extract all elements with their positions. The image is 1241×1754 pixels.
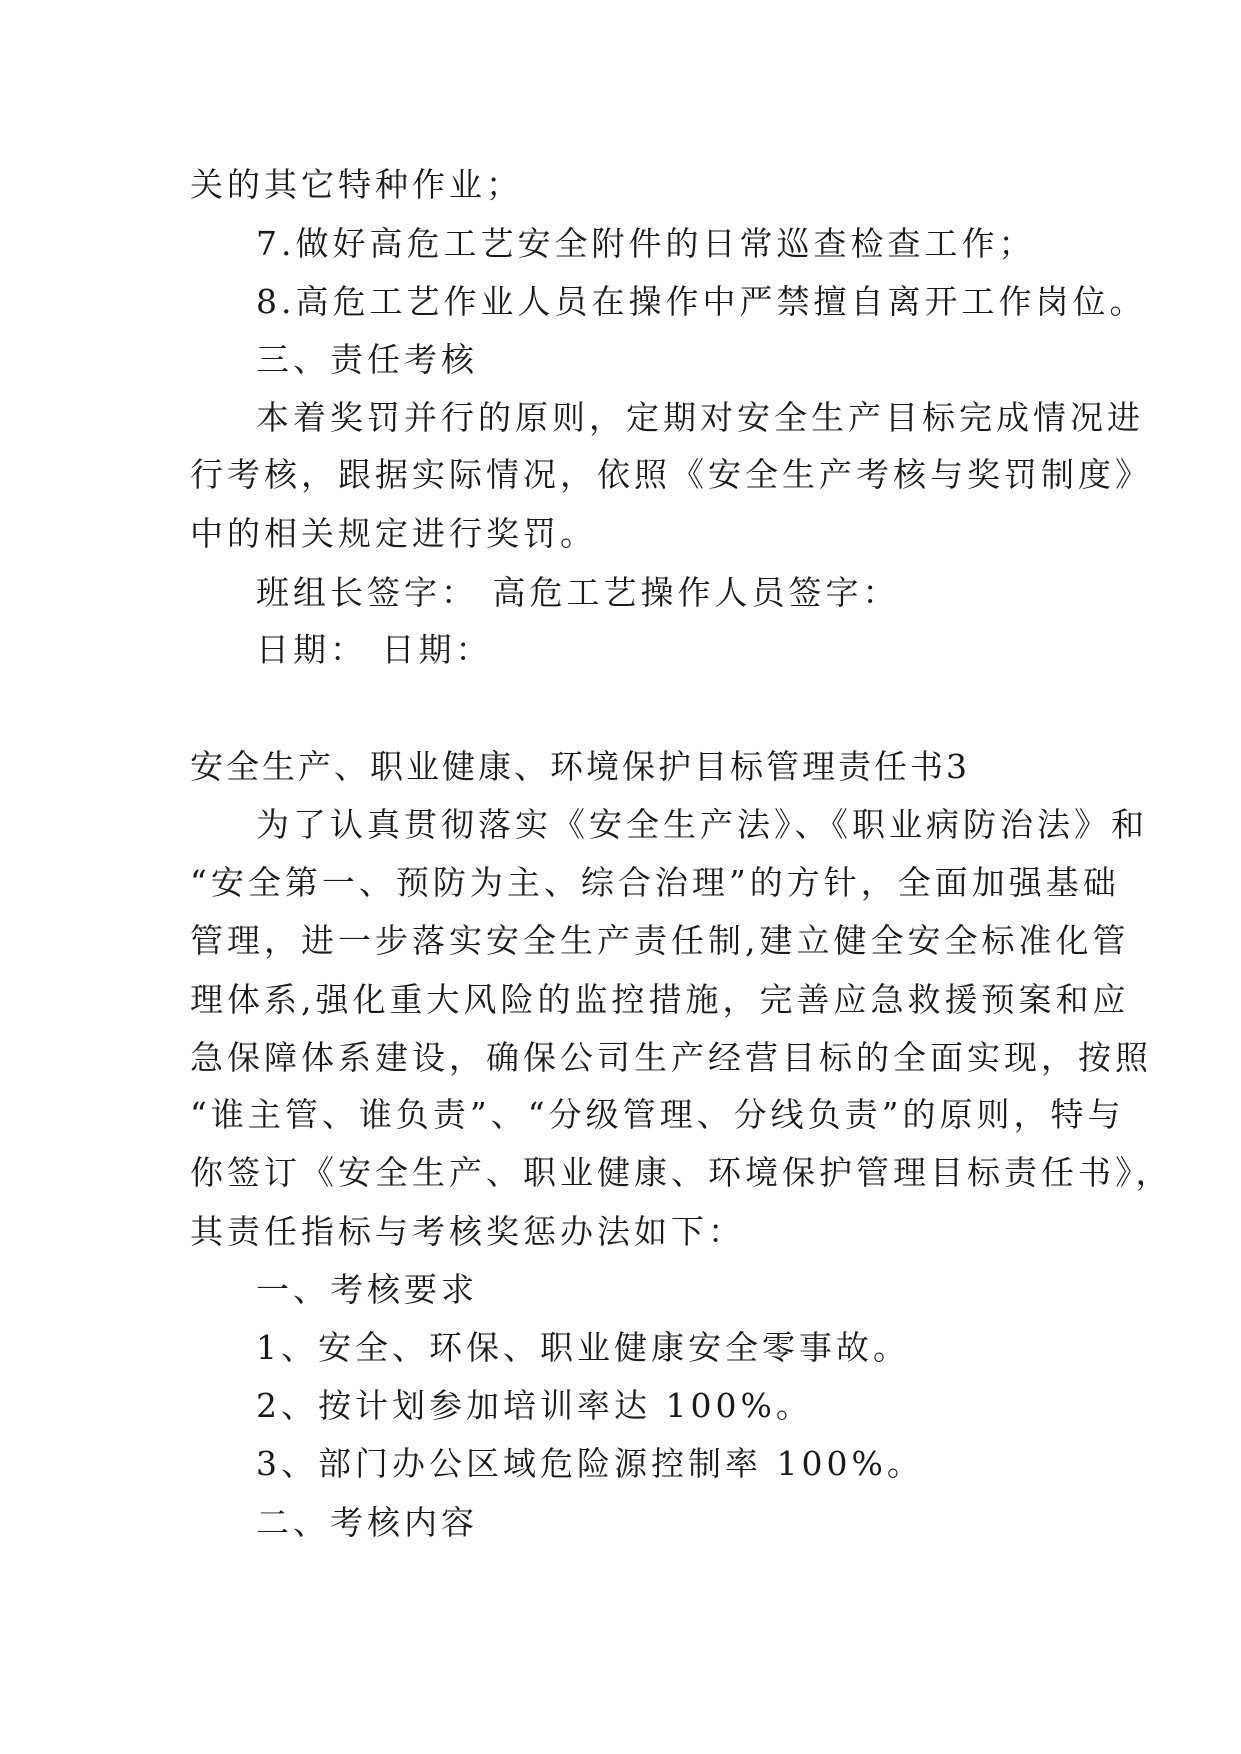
- paragraph-line: 中的相关规定进行奖罚。: [190, 514, 597, 553]
- signature-line: 班组长签字： 高危工艺操作人员签字：: [256, 573, 900, 612]
- paragraph-line: 理体系,强化重大风险的监控措施，完善应急救援预案和应: [190, 980, 1130, 1019]
- paragraph-line: 为了认真贯彻落实《安全生产法》、《职业病防治法》和: [256, 805, 1148, 844]
- list-item: 2、按计划参加培训率达 100%。: [256, 1386, 813, 1425]
- section-heading: 二、考核内容: [256, 1503, 478, 1542]
- list-item: 3、部门办公区域危险源控制率 100%。: [256, 1444, 924, 1483]
- section-heading: 一、考核要求: [256, 1270, 478, 1309]
- paragraph-line: 急保障体系建设，确保公司生产经营目标的全面实现，按照: [190, 1038, 1152, 1077]
- date-line: 日期： 日期：: [256, 630, 493, 669]
- text-line: 关的其它特种作业；: [190, 165, 523, 204]
- paragraph-line: 管理，进一步落实安全生产责任制,建立健全安全标准化管: [190, 921, 1130, 960]
- list-item: 7.做好高危工艺安全附件的日常巡查检查工作；: [256, 224, 1036, 263]
- paragraph-line: 其责任指标与考核奖惩办法如下：: [190, 1212, 745, 1251]
- paragraph-line: 本着奖罚并行的原则，定期对安全生产目标完成情况进: [256, 398, 1144, 437]
- document-title: 安全生产、职业健康、环境保护目标管理责任书3: [190, 747, 970, 786]
- paragraph-line: “安全第一、预防为主、综合治理”的方针，全面加强基础: [190, 863, 1120, 902]
- list-item: 1、安全、环保、职业健康安全零事故。: [256, 1328, 910, 1367]
- paragraph-line: 你签订《安全生产、职业健康、环境保护管理目标责任书》，: [190, 1153, 1173, 1192]
- paragraph-line: “谁主管、谁负责”、“分级管理、分线负责”的原则，特与: [190, 1095, 1125, 1134]
- paragraph-line: 行考核，跟据实际情况，依照《安全生产考核与奖罚制度》: [190, 455, 1152, 494]
- section-heading: 三、责任考核: [256, 340, 478, 379]
- list-item: 8.高危工艺作业人员在操作中严禁擅自离开工作岗位。: [256, 282, 1147, 321]
